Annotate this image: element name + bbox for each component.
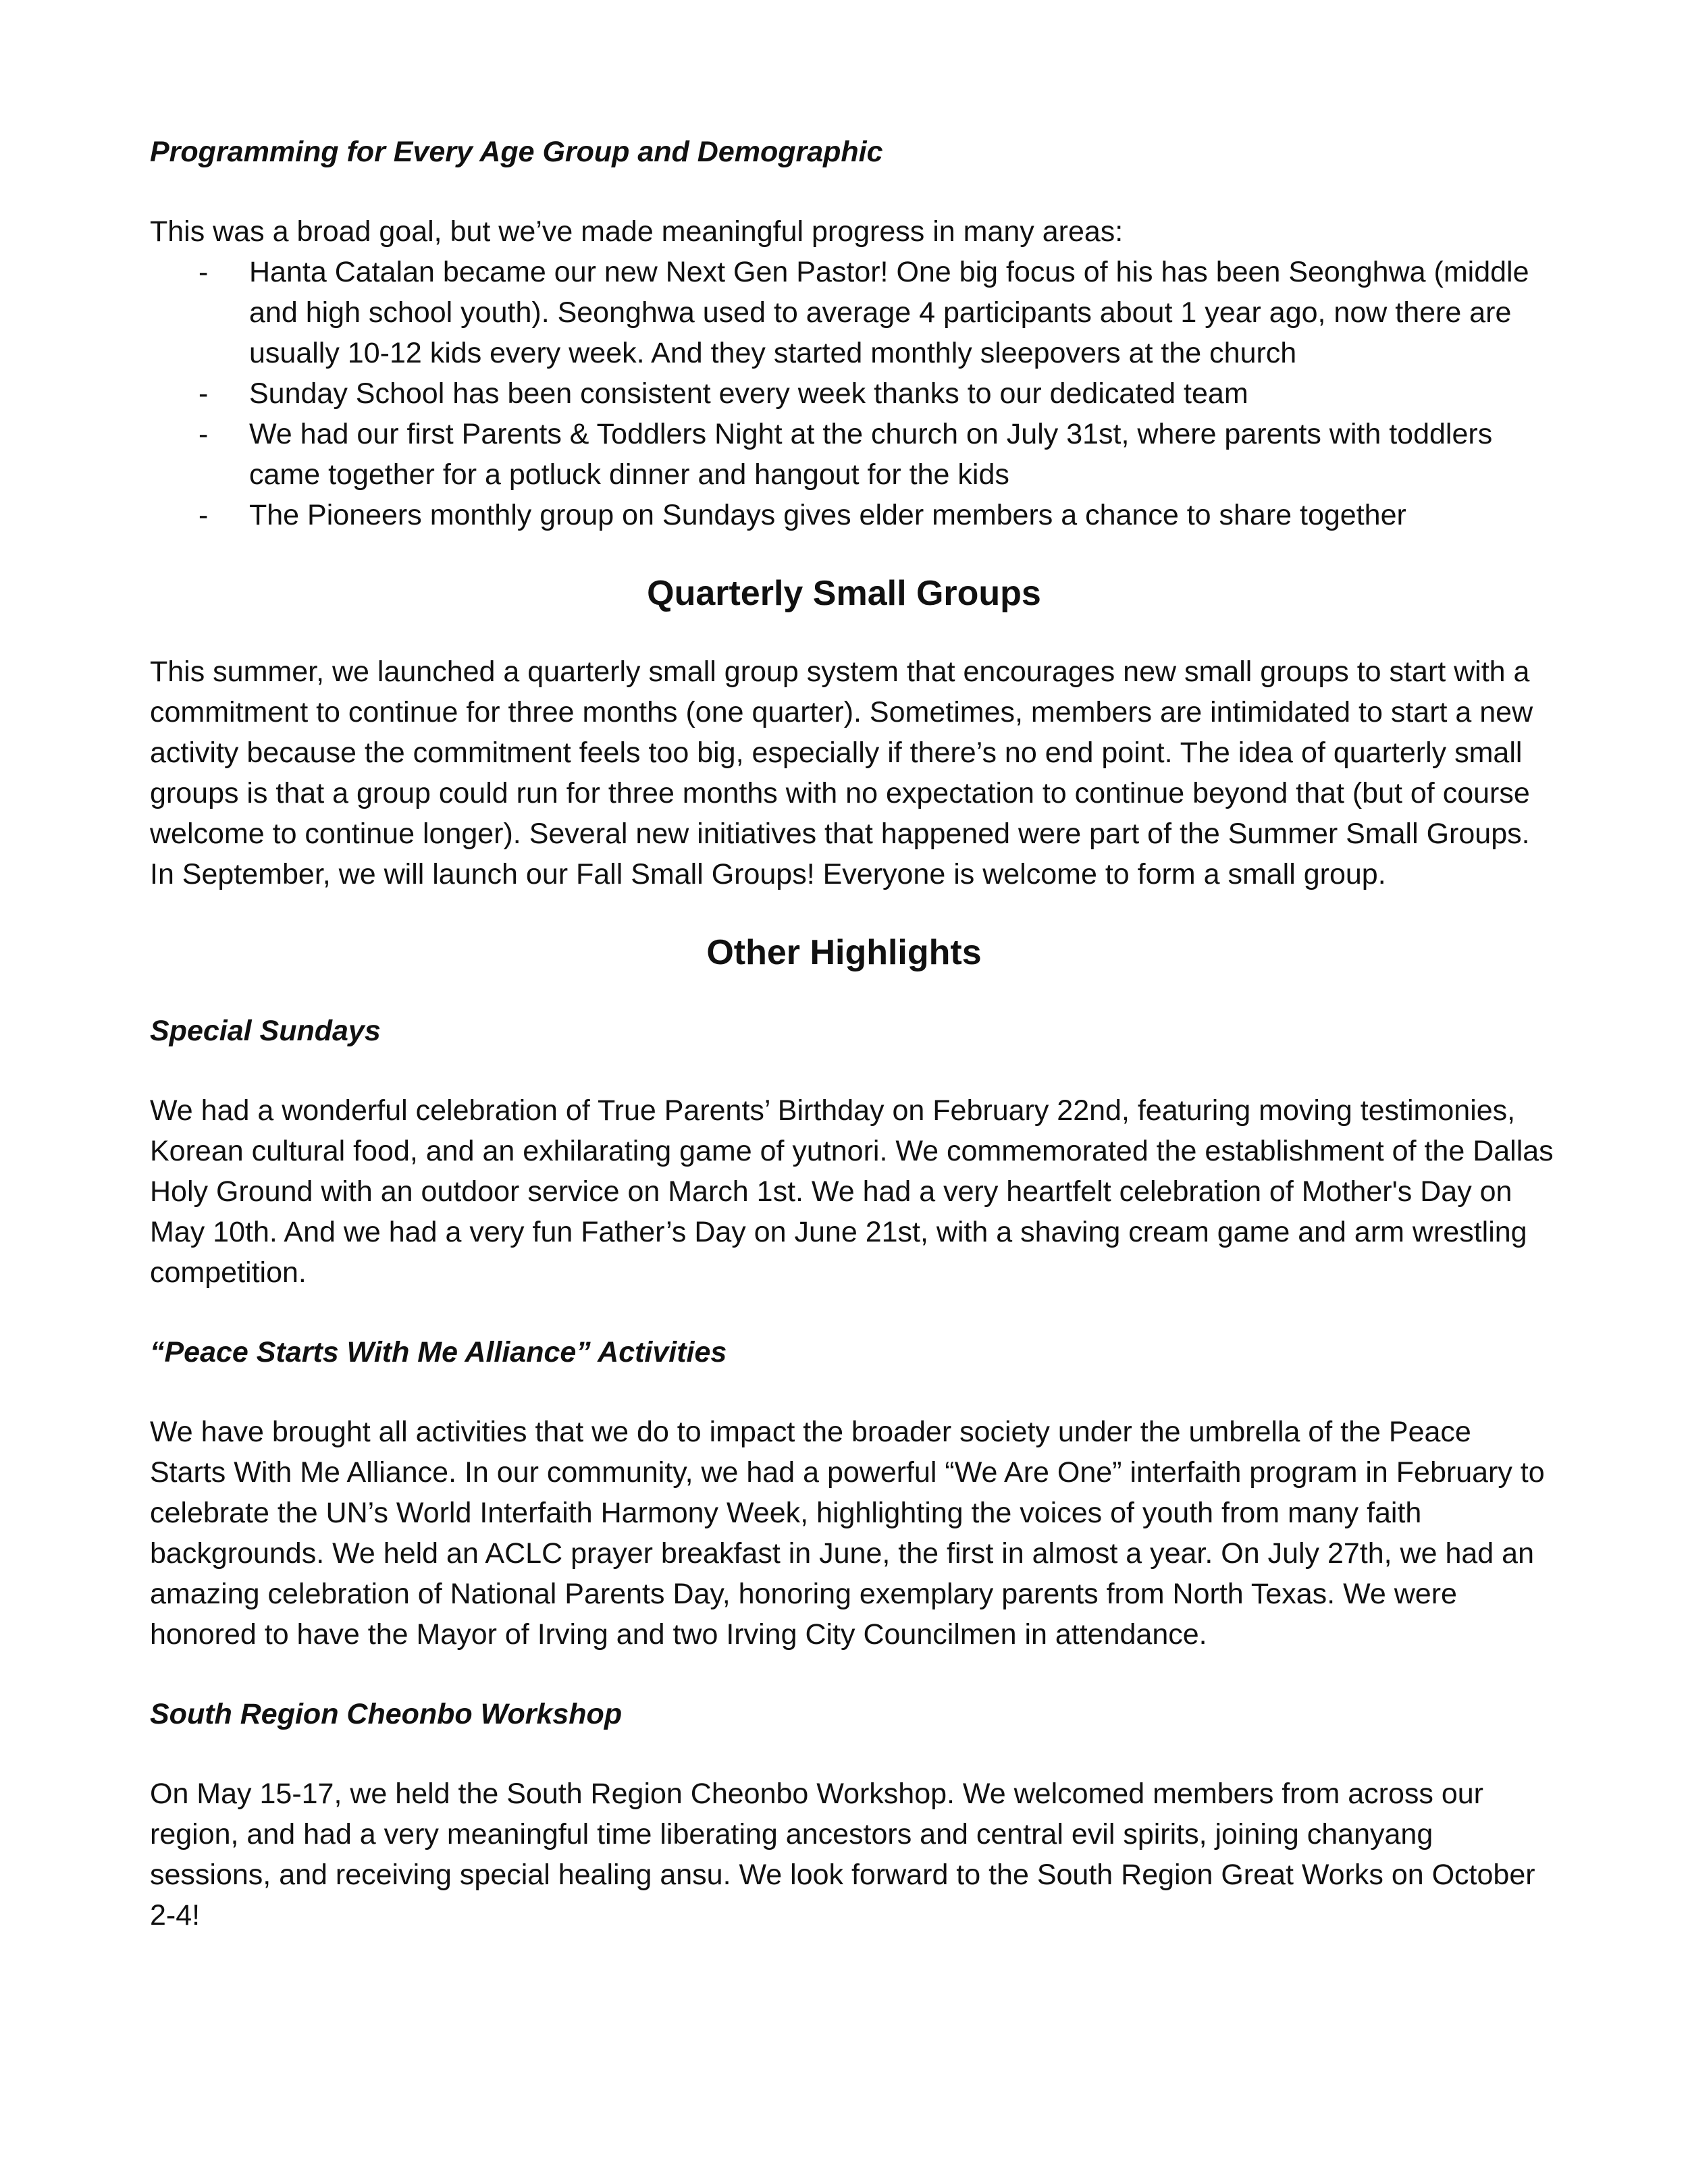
list-item — [150, 373, 1554, 414]
cheonbo-workshop-subheading: South Region Cheonbo Workshop — [150, 1698, 623, 1730]
programming-subheading: Programming for Every Age Group and Demographic — [150, 136, 883, 168]
document-content — [150, 132, 1554, 1936]
list-item-text: Hanta Catalan became our new Next Gen Pastor! One big focus of his has been Seonghwa (middle and high school youth). Seonghwa used to average 4 participants about 1 year ago, now there are usually 10-12 kids every week. And they started monthly sleepovers at the church — [249, 256, 1529, 369]
dash-bullet: - — [199, 418, 209, 450]
dash-bullet: - — [199, 377, 209, 410]
peace-alliance-subheading: “Peace Starts With Me Alliance” Activities — [150, 1336, 727, 1368]
list-item — [150, 495, 1554, 535]
dash-bullet: - — [199, 499, 209, 531]
other-highlights-heading: Other Highlights — [706, 933, 982, 972]
list-item-text: Sunday School has been consistent every week thanks to our dedicated team — [249, 377, 1248, 410]
special-sundays-subheading: Special Sundays — [150, 1015, 381, 1047]
special-sundays-body: We had a wonderful celebration of True Parents’ Birthday on February 22nd, featuring moving testimonies, Korean cultural food, and an exhilarating game of yutnori. We commemorated the establishment of the Dallas Holy Ground with an outdoor service on March 1st. We had a very heartfelt celebration of Mother's Day on May 10th. And we had a very fun Father’s Day on June 21st, with a shaving cream game and arm wrestling competition. — [150, 1094, 1554, 1289]
programming-intro: This was a broad goal, but we’ve made meaningful progress in many areas: — [150, 215, 1124, 248]
quarterly-small-groups-heading: Quarterly Small Groups — [647, 574, 1041, 613]
list-item — [150, 414, 1554, 495]
list-item-text: The Pioneers monthly group on Sundays gives elder members a chance to share together — [249, 499, 1406, 531]
peace-alliance-body: We have brought all activities that we do to impact the broader society under the umbrella of the Peace Starts With Me Alliance. In our community, we had a powerful “We Are One” interfaith program in February to celebrate the UN’s World Interfaith Harmony Week, highlighting the voices of youth from many faith backgrounds. We held an ACLC prayer breakfast in June, the first in almost a year. On July 27th, we had an amazing celebration of National Parents Day, honoring exemplary parents from North Texas. We were honored to have the Mayor of Irving and two Irving City Councilmen in attendance. — [150, 1416, 1545, 1651]
cheonbo-workshop-body: On May 15-17, we held the South Region Cheonbo Workshop. We welcomed members from across our region, and had a very meaningful time liberating ancestors and central evil spirits, joining chanyang sessions, and receiving special healing ansu. We look forward to the South Region Great Works on October 2-4! — [150, 1778, 1535, 1932]
dash-bullet: - — [199, 256, 209, 288]
programming-list — [150, 252, 1554, 535]
list-item — [150, 252, 1554, 373]
list-item-text: We had our first Parents & Toddlers Night at the church on July 31st, where parents with toddlers came together for a potluck dinner and hangout for the kids — [249, 418, 1493, 491]
quarterly-small-groups-body: This summer, we launched a quarterly small group system that encourages new small groups to start with a commitment to continue for three months (one quarter). Sometimes, members are intimidated to start a new activity because the commitment feels too big, especially if there’s no end point. The idea of quarterly small groups is that a group could run for three months with no expectation to continue beyond that (but of course welcome to continue longer). Several new initiatives that happened were part of the Summer Small Groups. In September, we will launch our Fall Small Groups! Everyone is welcome to form a small group. — [150, 656, 1533, 890]
